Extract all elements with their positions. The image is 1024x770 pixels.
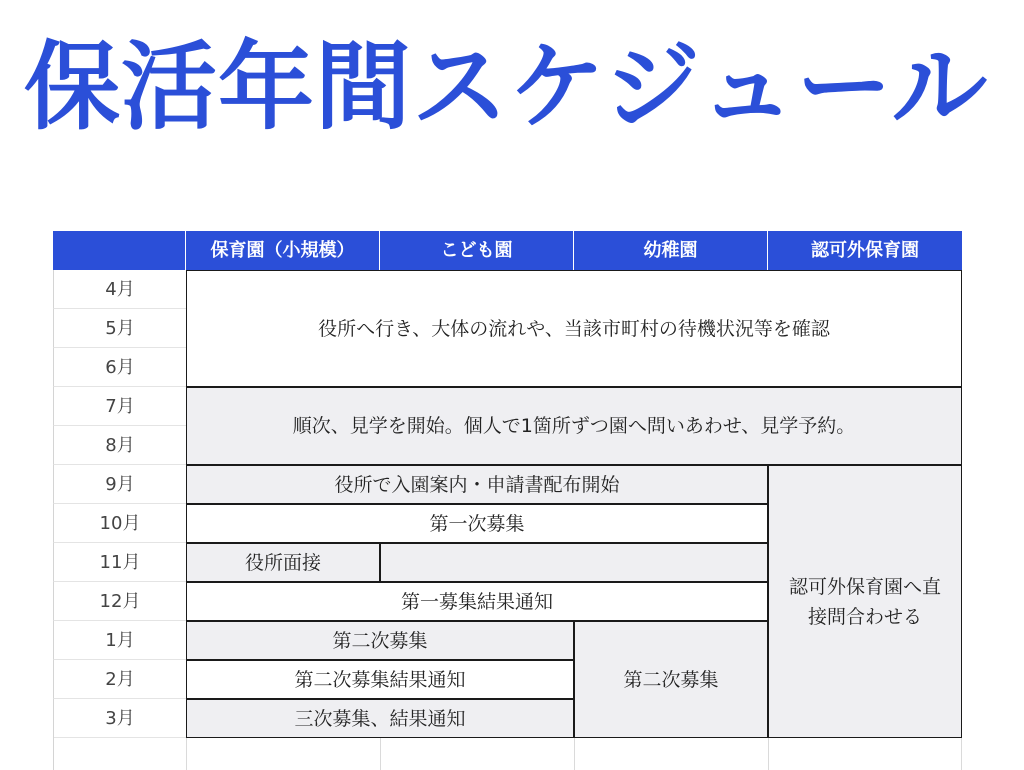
month-label-aug: 8月 — [53, 426, 186, 465]
month-label-jan: 1月 — [53, 621, 186, 660]
month-label-dec: 12月 — [53, 582, 186, 621]
cell-dec: 第一募集結果通知 — [186, 582, 768, 621]
cell-oct: 第一次募集 — [186, 504, 768, 543]
cell-feb: 第二次募集結果通知 — [186, 660, 574, 699]
cell-nov-interview: 役所面接 — [186, 543, 380, 582]
header-ninkagai: 認可外保育園 — [768, 231, 962, 270]
header-youchien: 幼稚園 — [574, 231, 768, 270]
header-corner — [53, 231, 186, 270]
month-label-jun: 6月 — [53, 348, 186, 387]
cell-mar: 三次募集、結果通知 — [186, 699, 574, 738]
page-title: 保活年間スケジュール — [24, 31, 989, 143]
month-label-mar: 3月 — [53, 699, 186, 738]
cell-nov-blank — [380, 543, 768, 582]
month-label-apr: 4月 — [53, 270, 186, 309]
month-label-may: 5月 — [53, 309, 186, 348]
month-label-sep: 9月 — [53, 465, 186, 504]
month-label-oct: 10月 — [53, 504, 186, 543]
cell-apr-jun-all: 役所へ行き、大体の流れや、当該市町村の待機状況等を確認 — [186, 270, 962, 387]
cell-unlicensed: 認可外保育園へ直接問合わせる — [768, 465, 962, 738]
cell-jul-aug-all: 順次、見学を開始。個人で1箇所ずつ園へ問いあわせ、見学予約。 — [186, 387, 962, 465]
cell-sep: 役所で入園案内・申請書配布開始 — [186, 465, 768, 504]
month-label-jul: 7月 — [53, 387, 186, 426]
schedule-table — [53, 231, 962, 769]
cell-kinder-jan-mar: 第二次募集 — [574, 621, 768, 738]
cell-jan: 第二次募集 — [186, 621, 574, 660]
month-label-nov: 11月 — [53, 543, 186, 582]
month-label-feb: 2月 — [53, 660, 186, 699]
header-hoikuen-small: 保育園（小規模） — [186, 231, 380, 270]
header-kodomoen: こども園 — [380, 231, 574, 270]
